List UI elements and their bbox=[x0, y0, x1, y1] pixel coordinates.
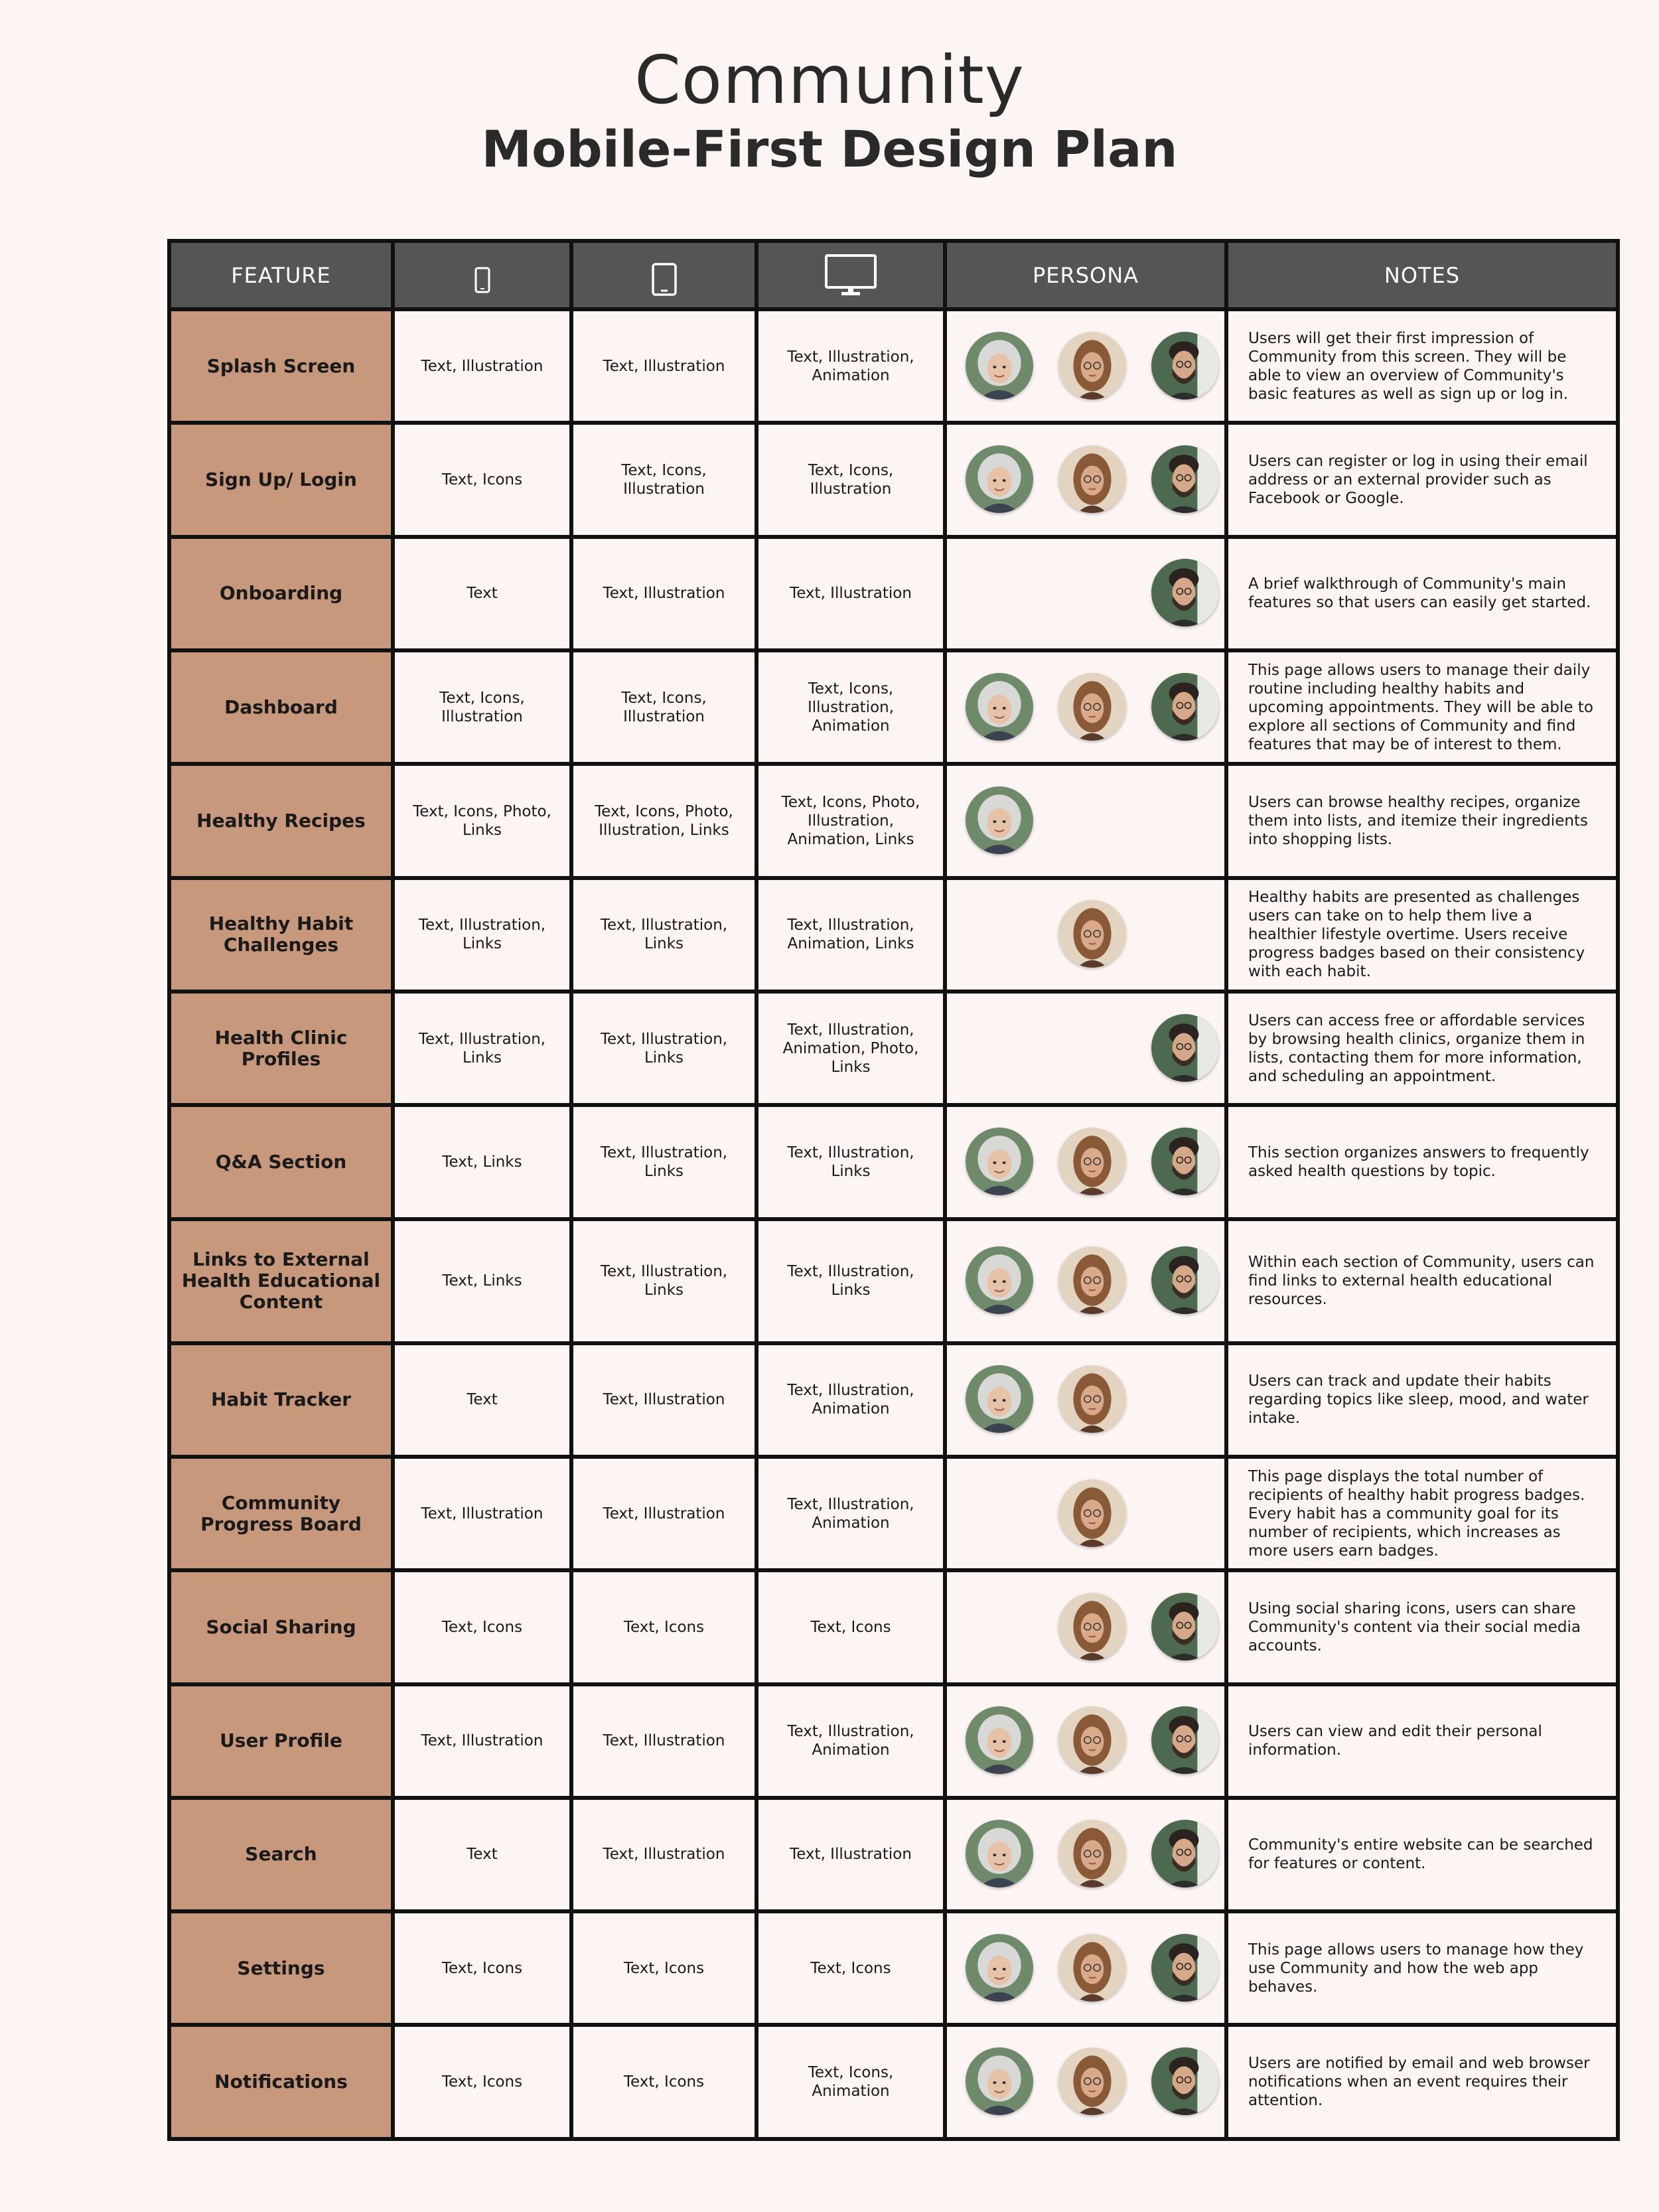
persona-cell bbox=[945, 764, 1226, 877]
persona-cell bbox=[945, 309, 1226, 423]
desktop-cell: Text, Illustration, Animation bbox=[757, 1684, 945, 1798]
tablet-cell: Text, Illustration bbox=[571, 1798, 757, 1911]
persona-avatar-woman-with-glasses bbox=[1058, 1128, 1126, 1195]
desktop-cell: Text, Illustration, Animation bbox=[757, 309, 945, 423]
feature-cell: Links to External Health Educational Content bbox=[169, 1219, 393, 1343]
persona-avatar-woman-with-glasses bbox=[1058, 673, 1126, 741]
desktop-monitor-icon bbox=[824, 254, 877, 297]
notes-column-header: NOTES bbox=[1226, 241, 1618, 309]
table-row bbox=[169, 650, 1618, 764]
feature-cell: Sign Up/ Login bbox=[169, 423, 393, 536]
tablet-cell: Text, Illustration bbox=[571, 309, 757, 423]
persona-cell bbox=[945, 1684, 1226, 1798]
header-row bbox=[169, 241, 1618, 309]
page-subtitle: Mobile-First Design Plan bbox=[481, 119, 1178, 179]
notes-cell: Healthy habits are presented as challenges users can take on to help them live a healthier lifestyle overtime. Users receive progress badges based on their consistency with each habit. bbox=[1226, 878, 1618, 992]
desktop-cell: Text, Icons, Illustration bbox=[757, 423, 945, 536]
tablet-cell: Text, Illustration, Links bbox=[571, 1105, 757, 1218]
mobile-cell: Text bbox=[393, 1343, 571, 1457]
mobile-cell: Text, Icons bbox=[393, 1570, 571, 1684]
persona-cell bbox=[945, 992, 1226, 1105]
persona-avatar-older-woman bbox=[966, 2047, 1033, 2115]
persona-avatar-older-woman bbox=[966, 1246, 1033, 1314]
desktop-cell: Text, Icons, Photo, Illustration, Animation, Links bbox=[757, 764, 945, 877]
feature-cell: Onboarding bbox=[169, 537, 393, 650]
mobile-cell: Text, Icons, Photo, Links bbox=[393, 764, 571, 877]
tablet-cell: Text, Illustration bbox=[571, 1684, 757, 1798]
desktop-cell: Text, Icons, Animation bbox=[757, 2025, 945, 2139]
persona-cell bbox=[945, 1911, 1226, 2025]
notes-cell: Users can register or log in using their email address or an external provider such as Facebook or Google. bbox=[1226, 423, 1618, 536]
persona-avatar-man-with-beard bbox=[1151, 1934, 1219, 2002]
mobile-cell: Text, Links bbox=[393, 1105, 571, 1218]
notes-cell: Users can view and edit their personal information. bbox=[1226, 1684, 1618, 1798]
table-row bbox=[169, 1911, 1618, 2025]
desktop-cell: Text, Illustration bbox=[757, 537, 945, 650]
persona-avatar-man-with-beard bbox=[1151, 559, 1219, 627]
tablet-cell: Text, Illustration, Links bbox=[571, 992, 757, 1105]
mobile-column-header bbox=[393, 241, 571, 309]
persona-cell bbox=[945, 423, 1226, 536]
feature-cell: User Profile bbox=[169, 1684, 393, 1798]
persona-avatar-woman-with-glasses bbox=[1058, 1820, 1126, 1887]
page-title: Community bbox=[634, 41, 1025, 119]
notes-cell: This page allows users to manage their daily routine including healthy habits and upcoming appointments. They will be able to explore all sections of Community and find features that may be of interest to them. bbox=[1226, 650, 1618, 764]
persona-avatar-woman-with-glasses bbox=[1058, 445, 1126, 513]
persona-avatar-older-woman bbox=[966, 786, 1033, 854]
persona-cell bbox=[945, 537, 1226, 650]
persona-avatar-man-with-beard bbox=[1151, 1014, 1219, 1082]
persona-cell bbox=[945, 650, 1226, 764]
desktop-column-header bbox=[757, 241, 945, 309]
desktop-cell: Text, Illustration, Links bbox=[757, 1219, 945, 1343]
mobile-cell: Text, Icons bbox=[393, 1911, 571, 2025]
notes-cell: Within each section of Community, users can find links to external health educational resources. bbox=[1226, 1219, 1618, 1343]
table-row bbox=[169, 1570, 1618, 1684]
mobile-cell: Text, Illustration, Links bbox=[393, 992, 571, 1105]
table-row bbox=[169, 1219, 1618, 1343]
table-row bbox=[169, 423, 1618, 536]
feature-cell: Healthy Recipes bbox=[169, 764, 393, 877]
persona-avatar-older-woman bbox=[966, 445, 1033, 513]
persona-avatar-woman-with-glasses bbox=[1058, 332, 1126, 400]
persona-avatar-woman-with-glasses bbox=[1058, 900, 1126, 968]
desktop-cell: Text, Icons bbox=[757, 1570, 945, 1684]
feature-cell: Notifications bbox=[169, 2025, 393, 2139]
persona-cell bbox=[945, 1343, 1226, 1457]
feature-cell: Habit Tracker bbox=[169, 1343, 393, 1457]
feature-cell: Dashboard bbox=[169, 650, 393, 764]
feature-cell: Social Sharing bbox=[169, 1570, 393, 1684]
persona-cell bbox=[945, 1457, 1226, 1570]
mobile-cell: Text, Illustration bbox=[393, 1457, 571, 1570]
table-row bbox=[169, 1684, 1618, 1798]
persona-avatar-man-with-beard bbox=[1151, 2047, 1219, 2115]
feature-cell: Health Clinic Profiles bbox=[169, 992, 393, 1105]
persona-avatar-older-woman bbox=[966, 1820, 1033, 1887]
mobile-phone-icon bbox=[474, 267, 491, 293]
persona-cell bbox=[945, 878, 1226, 992]
feature-cell: Settings bbox=[169, 1911, 393, 2025]
feature-column-header: FEATURE bbox=[169, 241, 393, 309]
persona-avatar-woman-with-glasses bbox=[1058, 1246, 1126, 1314]
persona-avatar-older-woman bbox=[966, 1365, 1033, 1433]
persona-avatar-woman-with-glasses bbox=[1058, 1593, 1126, 1660]
persona-cell bbox=[945, 2025, 1226, 2139]
tablet-cell: Text, Illustration bbox=[571, 537, 757, 650]
persona-avatar-woman-with-glasses bbox=[1058, 1365, 1126, 1433]
tablet-cell: Text, Icons bbox=[571, 1570, 757, 1684]
tablet-cell: Text, Illustration, Links bbox=[571, 878, 757, 992]
desktop-cell: Text, Illustration, Animation bbox=[757, 1343, 945, 1457]
persona-avatar-man-with-beard bbox=[1151, 1128, 1219, 1195]
persona-cell bbox=[945, 1105, 1226, 1218]
notes-cell: This page allows users to manage how they use Community and how the web app behaves. bbox=[1226, 1911, 1618, 2025]
tablet-cell: Text, Illustration bbox=[571, 1457, 757, 1570]
persona-avatar-older-woman bbox=[966, 1128, 1033, 1195]
persona-avatar-man-with-beard bbox=[1151, 1706, 1219, 1774]
desktop-cell: Text, Illustration, Animation bbox=[757, 1457, 945, 1570]
persona-avatar-older-woman bbox=[966, 673, 1033, 741]
mobile-cell: Text, Icons bbox=[393, 2025, 571, 2139]
feature-cell: Healthy Habit Challenges bbox=[169, 878, 393, 992]
feature-cell: Q&A Section bbox=[169, 1105, 393, 1218]
persona-cell bbox=[945, 1219, 1226, 1343]
persona-avatar-older-woman bbox=[966, 1706, 1033, 1774]
table-row bbox=[169, 992, 1618, 1105]
notes-cell: Users will get their first impression of Community from this screen. They will be able to view an overview of Community's basic features as well as sign up or log in. bbox=[1226, 309, 1618, 423]
desktop-cell: Text, Icons bbox=[757, 1911, 945, 2025]
tablet-cell: Text, Illustration, Links bbox=[571, 1219, 757, 1343]
notes-cell: A brief walkthrough of Community's main features so that users can easily get started. bbox=[1226, 537, 1618, 650]
tablet-cell: Text, Icons, Illustration bbox=[571, 423, 757, 536]
feature-cell: Search bbox=[169, 1798, 393, 1911]
tablet-cell: Text, Icons, Photo, Illustration, Links bbox=[571, 764, 757, 877]
persona-avatar-older-woman bbox=[966, 332, 1033, 400]
table-row bbox=[169, 2025, 1618, 2139]
table-row bbox=[169, 878, 1618, 992]
mobile-cell: Text, Illustration bbox=[393, 309, 571, 423]
notes-cell: This page displays the total number of recipients of healthy habit progress badges. Every habit has a community goal for its number of recipients, which increases as more users earn badges. bbox=[1226, 1457, 1618, 1570]
persona-avatar-woman-with-glasses bbox=[1058, 1479, 1126, 1547]
persona-avatar-woman-with-glasses bbox=[1058, 1706, 1126, 1774]
mobile-cell: Text, Links bbox=[393, 1219, 571, 1343]
table-row bbox=[169, 764, 1618, 877]
mobile-cell: Text, Icons, Illustration bbox=[393, 650, 571, 764]
tablet-cell: Text, Icons bbox=[571, 1911, 757, 2025]
feature-cell: Community Progress Board bbox=[169, 1457, 393, 1570]
table-row bbox=[169, 1457, 1618, 1570]
persona-column-header: PERSONA bbox=[945, 241, 1226, 309]
persona-avatar-woman-with-glasses bbox=[1058, 1934, 1126, 2002]
tablet-cell: Text, Icons bbox=[571, 2025, 757, 2139]
mobile-cell: Text, Illustration bbox=[393, 1684, 571, 1798]
notes-cell: Using social sharing icons, users can share Community's content via their social media accounts. bbox=[1226, 1570, 1618, 1684]
persona-cell bbox=[945, 1798, 1226, 1911]
tablet-cell: Text, Icons, Illustration bbox=[571, 650, 757, 764]
feature-cell: Splash Screen bbox=[169, 309, 393, 423]
design-plan-table bbox=[167, 239, 1620, 2141]
mobile-cell: Text, Icons bbox=[393, 423, 571, 536]
persona-avatar-man-with-beard bbox=[1151, 1820, 1219, 1887]
desktop-cell: Text, Illustration, Animation, Photo, Links bbox=[757, 992, 945, 1105]
tablet-cell: Text, Illustration bbox=[571, 1343, 757, 1457]
mobile-cell: Text, Illustration, Links bbox=[393, 878, 571, 992]
tablet-icon bbox=[651, 263, 678, 296]
table-row bbox=[169, 309, 1618, 423]
table-row bbox=[169, 1798, 1618, 1911]
table-row bbox=[169, 1105, 1618, 1218]
tablet-column-header bbox=[571, 241, 757, 309]
desktop-cell: Text, Illustration, Animation, Links bbox=[757, 878, 945, 992]
mobile-cell: Text bbox=[393, 1798, 571, 1911]
persona-cell bbox=[945, 1570, 1226, 1684]
notes-cell: Users can access free or affordable services by browsing health clinics, organize them in lists, contacting them for more information, and scheduling an appointment. bbox=[1226, 992, 1618, 1105]
notes-cell: This section organizes answers to frequently asked health questions by topic. bbox=[1226, 1105, 1618, 1218]
desktop-cell: Text, Illustration bbox=[757, 1798, 945, 1911]
table-row bbox=[169, 1343, 1618, 1457]
notes-cell: Community's entire website can be searched for features or content. bbox=[1226, 1798, 1618, 1911]
notes-cell: Users are notified by email and web browser notifications when an event requires their attention. bbox=[1226, 2025, 1618, 2139]
persona-avatar-man-with-beard bbox=[1151, 332, 1219, 400]
persona-avatar-man-with-beard bbox=[1151, 1246, 1219, 1314]
notes-cell: Users can browse healthy recipes, organize them into lists, and itemize their ingredients into shopping lists. bbox=[1226, 764, 1618, 877]
persona-avatar-man-with-beard bbox=[1151, 1593, 1219, 1660]
desktop-cell: Text, Icons, Illustration, Animation bbox=[757, 650, 945, 764]
mobile-cell: Text bbox=[393, 537, 571, 650]
persona-avatar-man-with-beard bbox=[1151, 673, 1219, 741]
desktop-cell: Text, Illustration, Links bbox=[757, 1105, 945, 1218]
notes-cell: Users can track and update their habits regarding topics like sleep, mood, and water intake. bbox=[1226, 1343, 1618, 1457]
persona-avatar-woman-with-glasses bbox=[1058, 2047, 1126, 2115]
persona-avatar-older-woman bbox=[966, 1934, 1033, 2002]
table-row bbox=[169, 537, 1618, 650]
persona-avatar-man-with-beard bbox=[1151, 445, 1219, 513]
